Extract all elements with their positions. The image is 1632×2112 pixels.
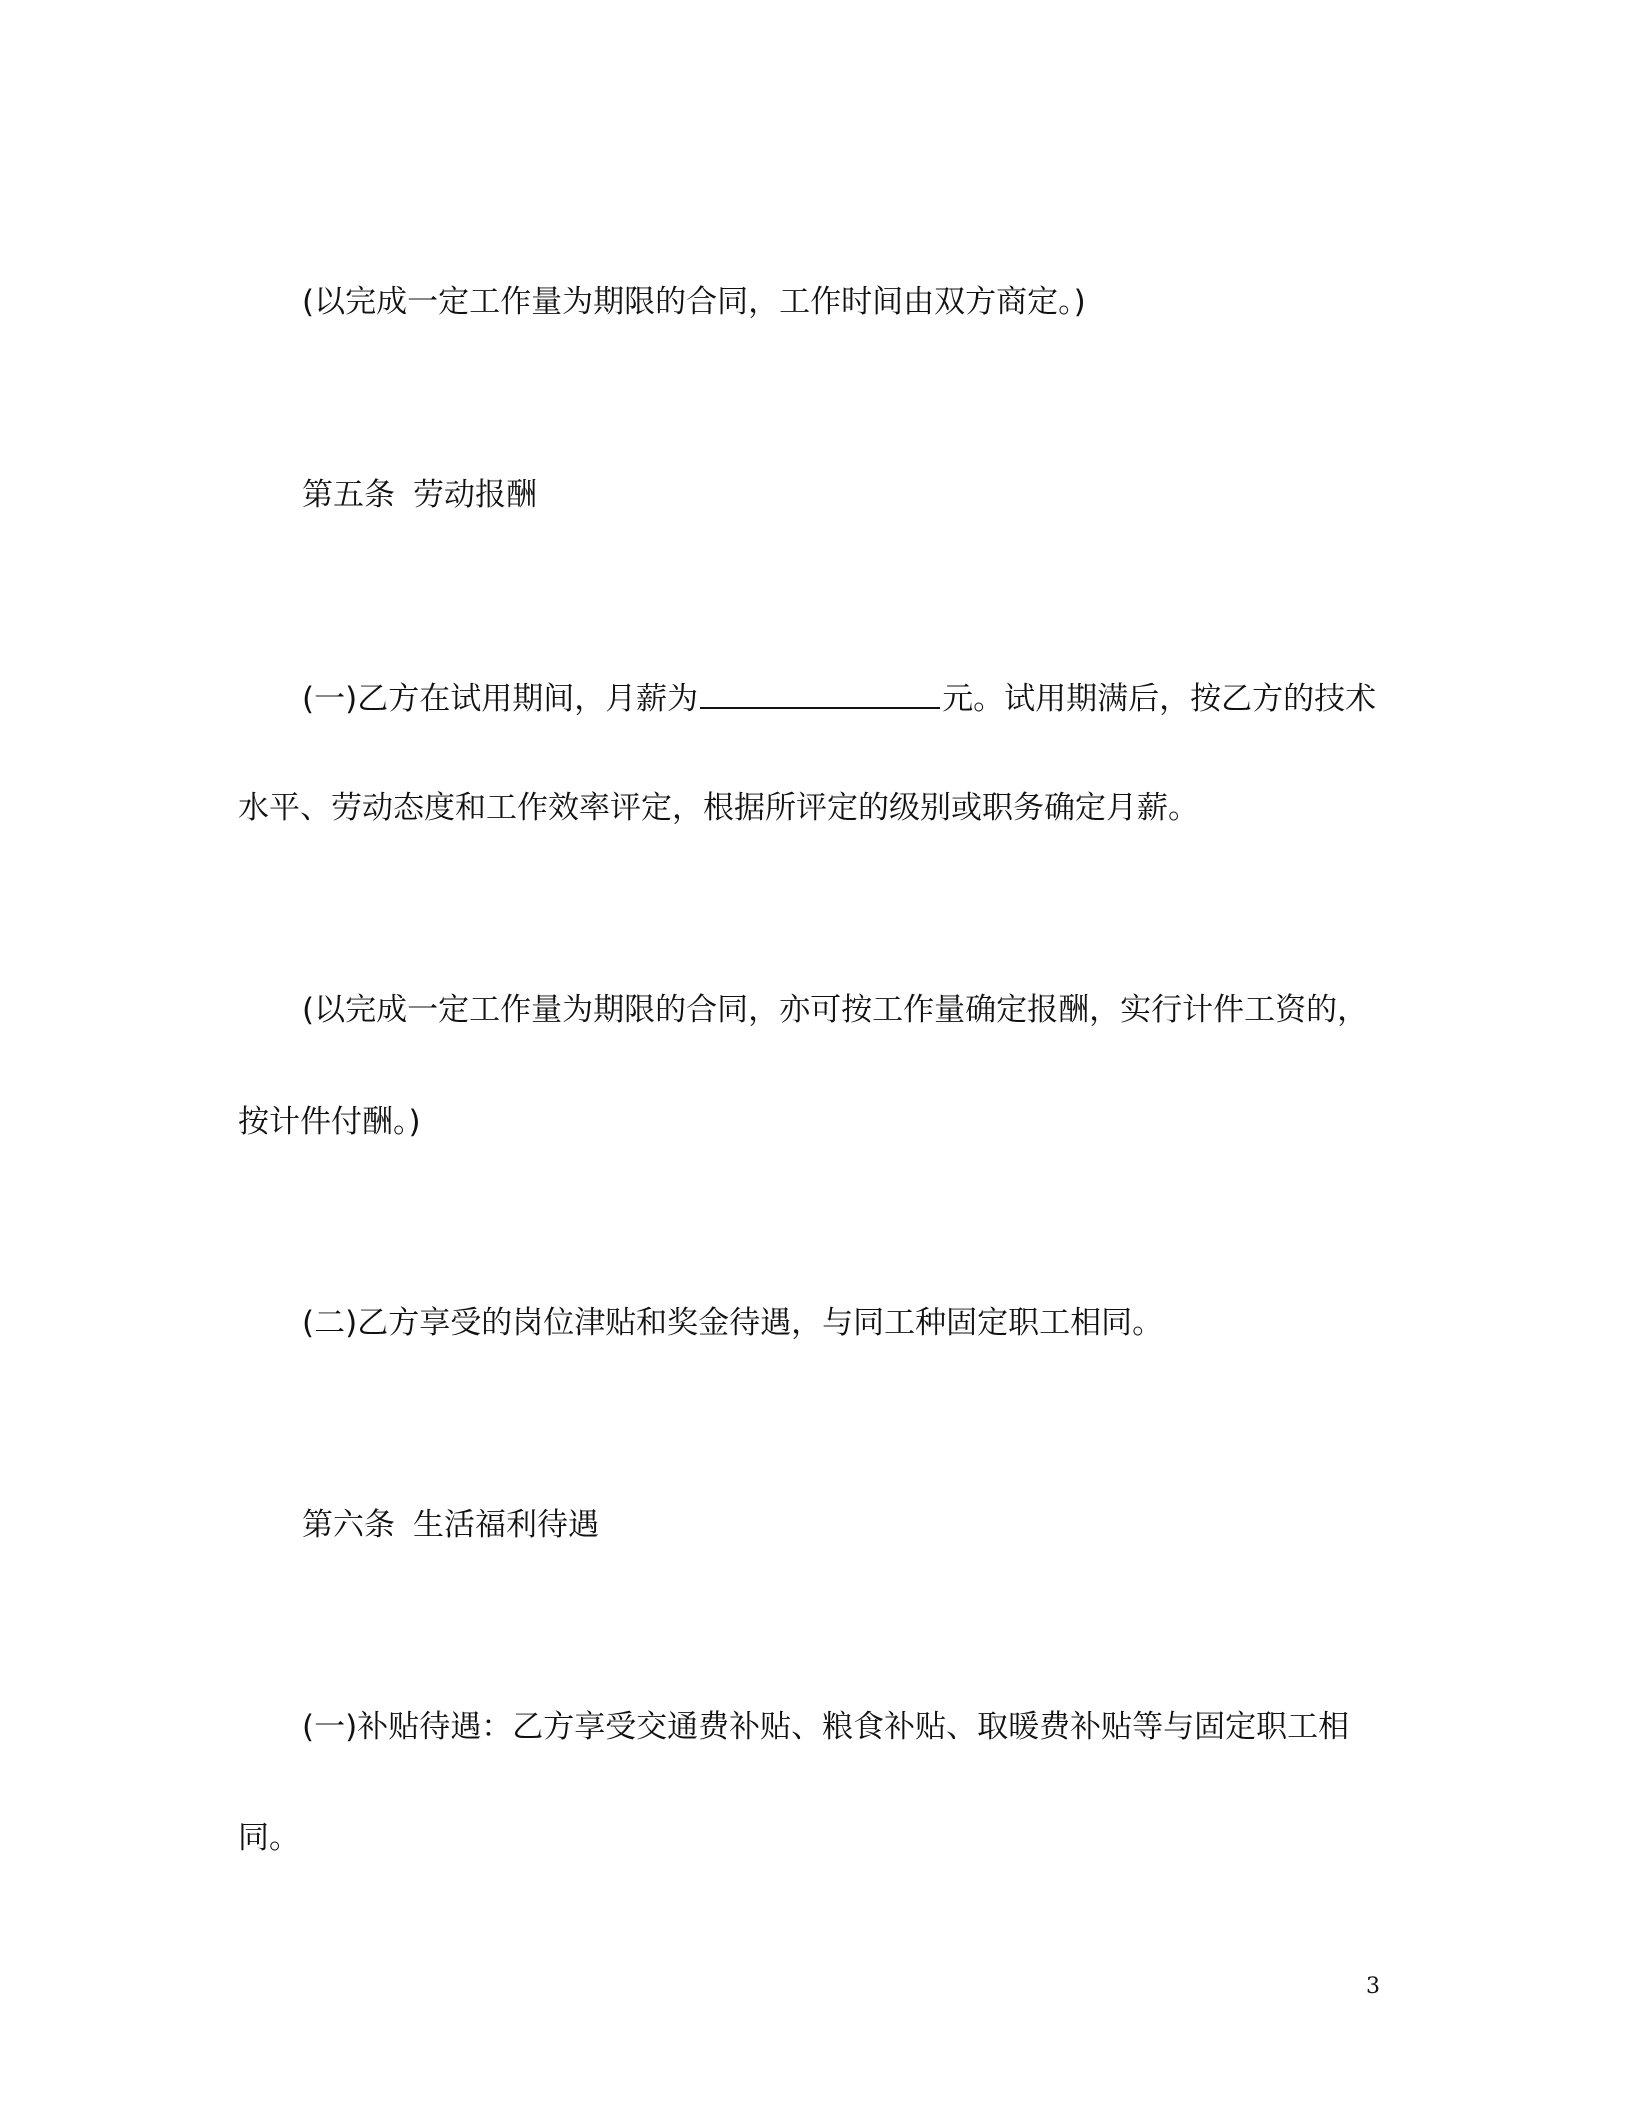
article-five-heading <box>302 475 537 515</box>
paragraph-text: (以完成一定工作量为期限的合同，工作时间由双方商定。) <box>302 284 1086 320</box>
article-title: 劳动报酬 <box>413 477 537 513</box>
paragraph-text-before-blank: (一)乙方在试用期间，月薪为 <box>302 681 699 717</box>
paragraph-piece-work-note-continued <box>238 1102 421 1142</box>
paragraph-text: (一)补贴待遇：乙方享受交通费补贴、粮食补贴、取暖费补贴等与固定职工相 <box>302 1709 1350 1745</box>
article-number: 第五条 <box>302 477 395 513</box>
salary-blank-line <box>700 677 940 709</box>
paragraph-probation-salary-continued <box>238 788 1199 828</box>
paragraph-probation-salary <box>302 677 1376 719</box>
article-number: 第六条 <box>302 1507 395 1543</box>
paragraph-piece-work-note <box>302 990 1368 1030</box>
paragraph-text: (以完成一定工作量为期限的合同，亦可按工作量确定报酬，实行计件工资的， <box>302 992 1369 1028</box>
paragraph-text-after-blank: 元。试用期满后，按乙方的技术 <box>942 681 1377 717</box>
page-number: 3 <box>1366 1974 1380 1999</box>
article-title: 生活福利待遇 <box>413 1507 599 1543</box>
paragraph-subsidy-continued <box>238 1818 300 1858</box>
paragraph-work-time-note <box>302 282 1086 322</box>
paragraph-text: 水平、劳动态度和工作效率评定，根据所评定的级别或职务确定月薪。 <box>238 790 1199 826</box>
paragraph-text: 同。 <box>238 1820 300 1856</box>
paragraph-text: (二)乙方享受的岗位津贴和奖金待遇，与同工种固定职工相同。 <box>302 1305 1164 1341</box>
paragraph-text: 按计件付酬。) <box>238 1104 421 1140</box>
article-six-heading <box>302 1505 599 1545</box>
paragraph-subsidy <box>302 1707 1349 1747</box>
paragraph-allowance-bonus <box>302 1303 1163 1343</box>
